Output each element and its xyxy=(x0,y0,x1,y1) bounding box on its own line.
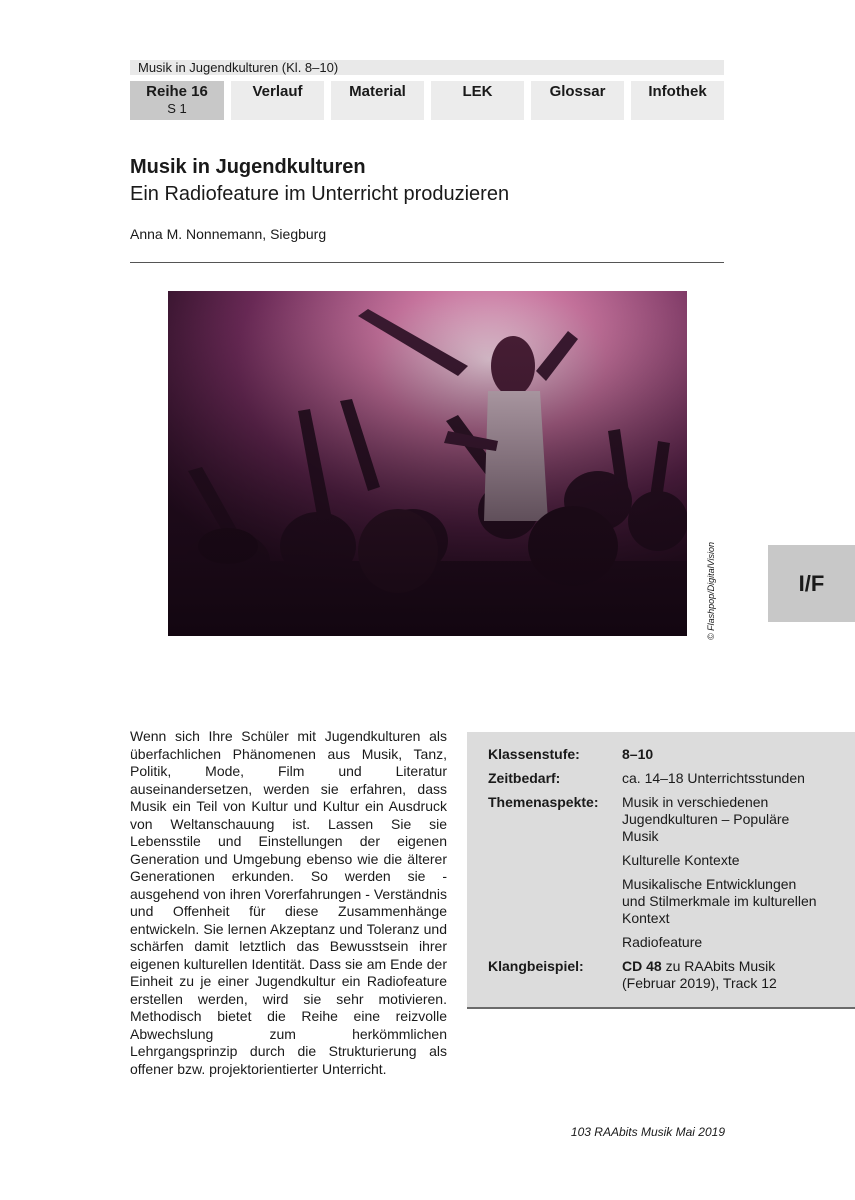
intro-text: Wenn sich Ihre Schüler mit Jugendkulturen als überfachlichen Phänomenen aus Musik, Tanz, Politik, Mode, Film und Literatur auseinandersetzen, werden sie erfahren, dass Musik ein Teil von Kultur und Kultur ein Ausdruck von Weltanschauung ist. Lassen Sie sie Lebensstile und Einstellungen der eigenen Generation und Umgebung ebenso wie die älterer Generationen erkunden. So werden sie - ausgehend von ihren Vorerfahrungen - Verständnis und Offenheit für diese Zusammenhänge entwickeln. Sie lernen Akzeptanz und Toleranz und schärfen damit letztlich das Bewusstsein ihrer eigenen kulturellen Identität. Dass sie am Ende der Einheit zu je einer Jugendkultur ein Radiofeature erstellen werden, wird sie sehr motivieren. Methodisch bietet die Reihe eine reizvolle Abwechslung zum herkömmlichen Lehrgangsprinzip durch die Strukturierung als offener bzw. projektorientierter Unterricht. xyxy=(130,728,447,1077)
info-row-klassenstufe xyxy=(488,746,855,763)
concert-photo xyxy=(168,291,687,636)
author: Anna M. Nonnemann, Siegburg xyxy=(130,226,327,242)
divider xyxy=(130,262,724,263)
tab-infothek[interactable] xyxy=(631,81,724,120)
cd-details: zu RAAbits Musik (Februar 2019), Track 12 xyxy=(622,958,777,991)
info-row-klangbeispiel xyxy=(488,958,855,992)
cd-number: CD 48 xyxy=(622,958,662,974)
themen-item: Radiofeature xyxy=(622,934,703,950)
section-tab: I/F xyxy=(768,545,855,622)
tab-glossar[interactable] xyxy=(531,81,624,120)
tab-material[interactable] xyxy=(331,81,424,120)
themen-item: Kulturelle Kontexte xyxy=(622,852,740,868)
zeitbedarf-label: Zeitbedarf: xyxy=(488,770,561,786)
klassenstufe-value: 8–10 xyxy=(622,746,654,762)
photo-credit: © Flashpop/DigitalVision xyxy=(706,541,716,640)
tab-lek-label: LEK xyxy=(462,83,493,100)
klassenstufe-label: Klassenstufe: xyxy=(488,746,580,762)
tab-infothek-label: Infothek xyxy=(648,83,707,100)
tab-reihe[interactable] xyxy=(130,81,224,120)
themen-list xyxy=(622,794,822,958)
tab-lek[interactable] xyxy=(431,81,524,120)
page-subtitle: Ein Radiofeature im Unterricht produzieren xyxy=(130,183,510,205)
series-title: Musik in Jugendkulturen (Kl. 8–10) xyxy=(130,60,724,75)
tab-glossar-label: Glossar xyxy=(549,83,606,100)
info-row-themen xyxy=(488,794,855,958)
tab-verlauf[interactable] xyxy=(231,81,324,120)
themen-item: Musik in verschiedenen Jugendkulturen – Populäre Musik xyxy=(622,794,790,844)
tab-reihe-page: S 1 xyxy=(167,101,187,116)
zeitbedarf-value: ca. 14–18 Unterrichtsstunden xyxy=(622,770,805,786)
info-row-zeitbedarf xyxy=(488,770,855,787)
tab-reihe-label: Reihe 16 xyxy=(146,83,208,100)
klangbeispiel-value xyxy=(622,958,822,992)
footer: 103 RAAbits Musik Mai 2019 xyxy=(570,1125,725,1139)
tab-material-label: Material xyxy=(349,83,406,100)
themen-item: Musikalische Entwicklungen und Stilmerkmale im kulturellen Kontext xyxy=(622,876,817,926)
info-box xyxy=(467,732,855,1009)
tab-verlauf-label: Verlauf xyxy=(252,83,303,100)
page-title: Musik in Jugendkulturen xyxy=(130,156,366,178)
klangbeispiel-label: Klangbeispiel: xyxy=(488,958,584,974)
themen-label: Themenaspekte: xyxy=(488,794,599,810)
